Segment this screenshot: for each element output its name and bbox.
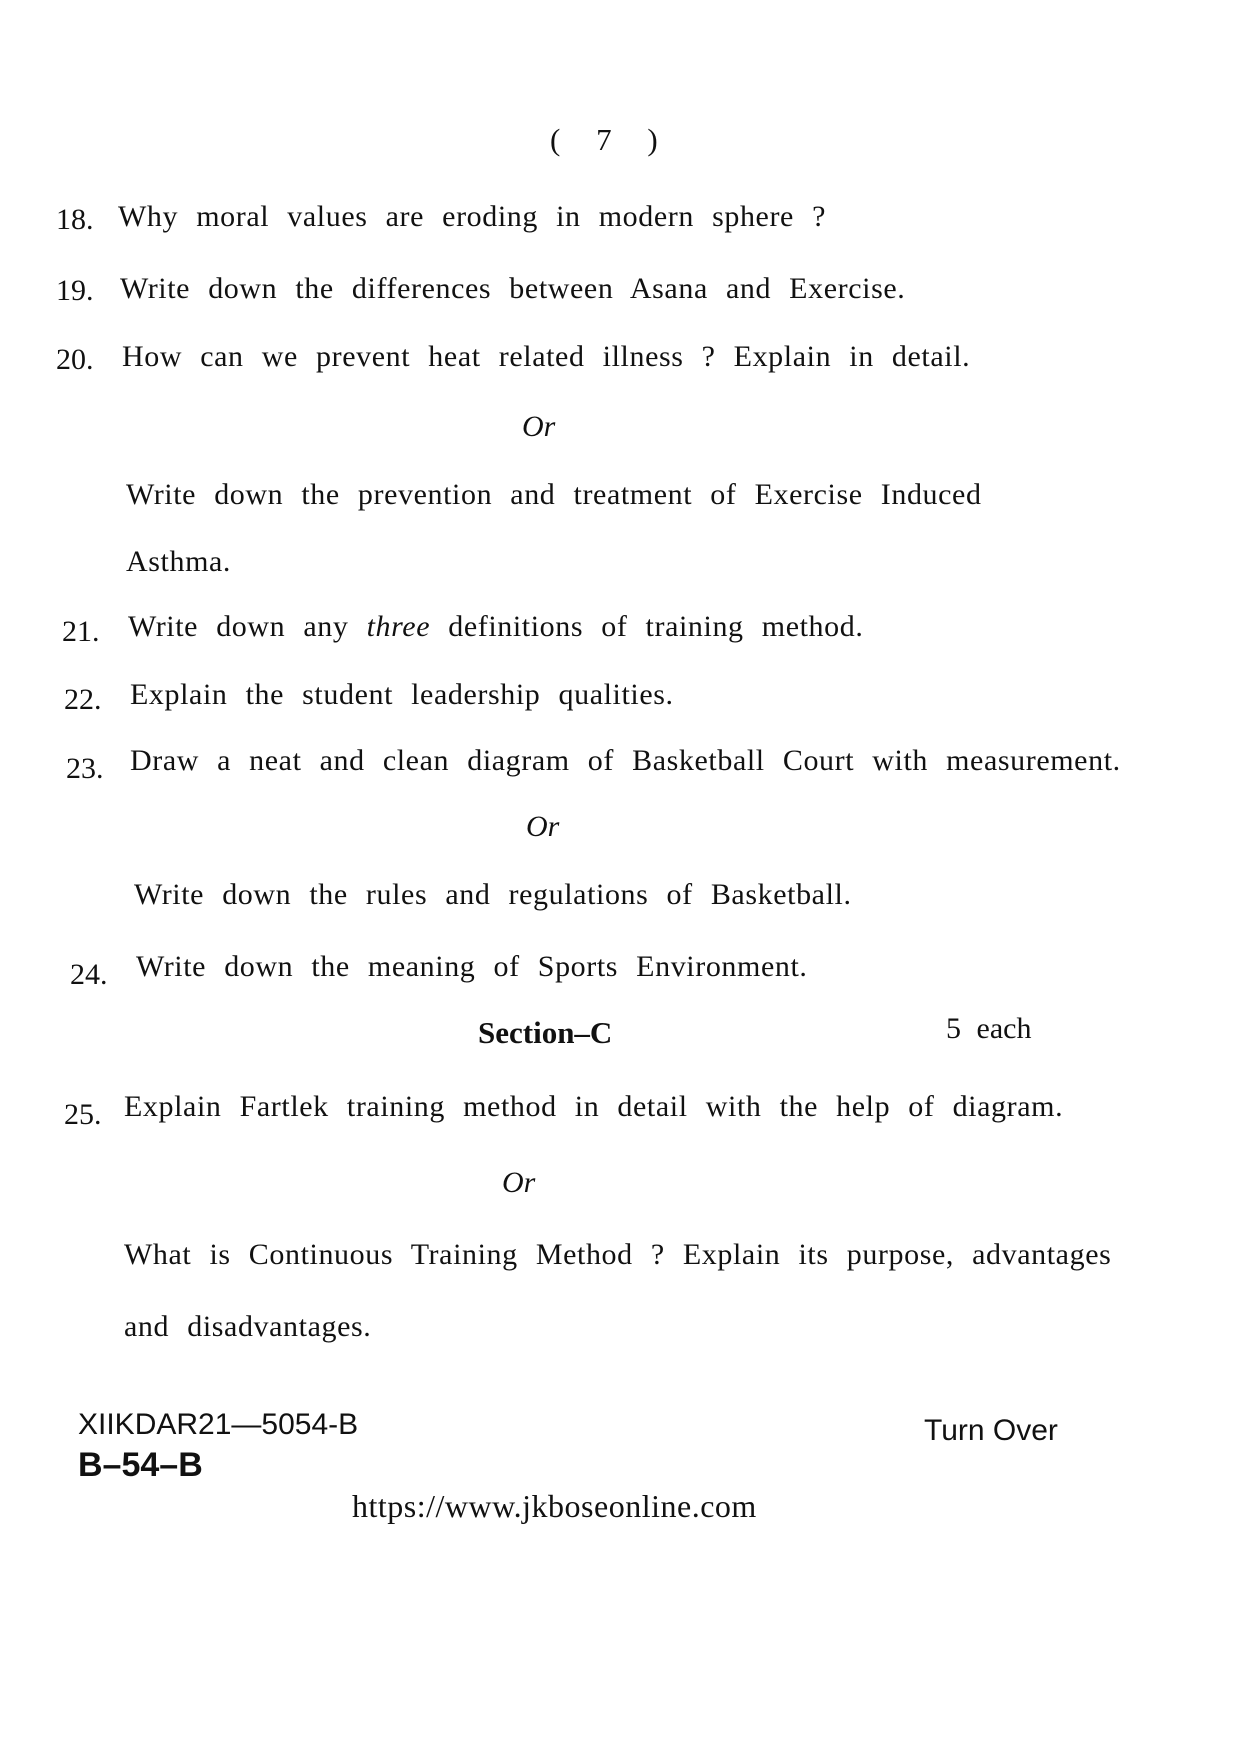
question-number: 20. bbox=[56, 343, 94, 376]
alternative-question-text: Asthma. bbox=[126, 545, 232, 578]
question-number: 24. bbox=[70, 958, 108, 991]
or-separator: Or bbox=[522, 410, 556, 443]
section-marks: 5 each bbox=[946, 1012, 1032, 1045]
question-number: 19. bbox=[56, 274, 94, 307]
alternative-question-text: and disadvantages. bbox=[124, 1310, 372, 1343]
page-number: ( 7 ) bbox=[550, 122, 672, 157]
paper-code: XIIKDAR21—5054-B bbox=[78, 1408, 359, 1441]
question-text: Write down the meaning of Sports Environment. bbox=[136, 950, 808, 983]
alternative-question-text: Write down the prevention and treatment of Exercise Induced bbox=[126, 478, 982, 511]
question-text: Why moral values are eroding in modern sphere ? bbox=[118, 200, 826, 233]
question-text: Explain the student leadership qualities. bbox=[130, 678, 674, 711]
question-number: 21. bbox=[62, 615, 100, 648]
question-text: Explain Fartlek training method in detail with the help of diagram. bbox=[124, 1090, 1064, 1123]
section-heading: Section–C bbox=[478, 1015, 613, 1050]
question-number: 25. bbox=[64, 1098, 102, 1131]
question-text: Write down any three definitions of training method. bbox=[128, 610, 864, 643]
source-url[interactable]: https://www.jkboseonline.com bbox=[352, 1488, 757, 1524]
question-number: 18. bbox=[56, 203, 94, 236]
or-separator: Or bbox=[502, 1166, 536, 1199]
question-text: Draw a neat and clean diagram of Basketball Court with measurement. bbox=[130, 744, 1121, 777]
question-text: Write down the differences between Asana and Exercise. bbox=[120, 272, 906, 305]
question-number: 22. bbox=[64, 683, 102, 716]
or-separator: Or bbox=[526, 810, 560, 843]
alternative-question-text: Write down the rules and regulations of Basketball. bbox=[134, 878, 852, 911]
turn-over-note: Turn Over bbox=[924, 1414, 1058, 1447]
paper-code-stamp: B–54–B bbox=[78, 1446, 203, 1484]
alternative-question-text: What is Continuous Training Method ? Explain its purpose, advantages bbox=[124, 1238, 1112, 1271]
question-text: How can we prevent heat related illness ? Explain in detail. bbox=[122, 340, 971, 373]
question-number: 23. bbox=[66, 752, 104, 785]
